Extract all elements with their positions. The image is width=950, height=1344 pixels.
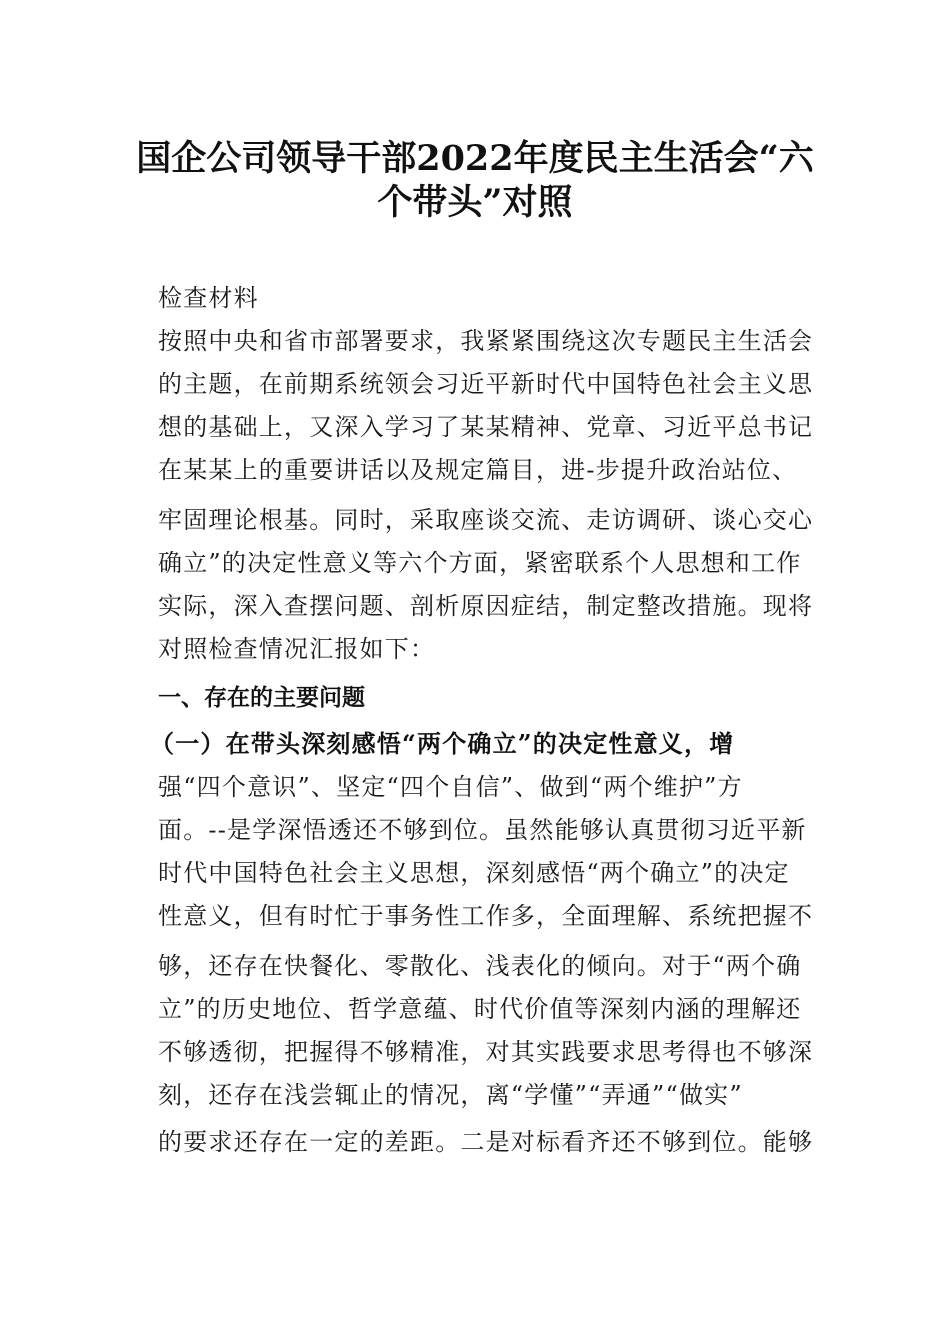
body-line: 立”的历史地位、哲学意蕴、时代价值等深刻内涵的理解还: [158, 995, 802, 1023]
intro-line: 确立”的决定性意义等六个方面，紧密联系个人思想和工作: [158, 549, 802, 577]
body-line: 的要求还存在一定的差距。二是对标看齐还不够到位。能够: [158, 1128, 814, 1156]
body-line: 时代中国特色社会主义思想，深刻感悟“两个确立”的决定: [158, 859, 790, 887]
body-line: 不够透彻，把握得不够精准，对其实践要求思考得也不够深: [158, 1038, 814, 1066]
intro-line: 想的基础上，又深入学习了某某精神、党章、习近平总书记: [158, 413, 814, 441]
document-subtitle: 检查材料: [158, 284, 259, 312]
section-heading: 一、存在的主要问题: [158, 685, 365, 711]
intro-line: 的主题，在前期系统领会习近平新时代中国特色社会主义思: [158, 370, 814, 398]
body-line: 性意义，但有时忙于事务性工作多，全面理解、系统把握不: [158, 902, 814, 930]
title-line-2: 个带头”对照: [377, 182, 573, 223]
intro-line: 按照中央和省市部署要求，我紧紧围绕这次专题民主生活会: [158, 327, 814, 355]
intro-line: 对照检查情况汇报如下：: [158, 635, 436, 663]
body-line: 刻，还存在浅尝辄止的情况，离“学懂”“弄通”“做实”: [158, 1081, 743, 1109]
intro-line: 在某某上的重要讲话以及规定篇目，进-步提升政治站位、: [158, 456, 798, 484]
body-line: 强“四个意识”、坚定“四个自信”、做到“两个维护”方: [158, 773, 743, 801]
body-line: 面。--是学深悟透还不够到位。虽然能够认真贯彻习近平新: [158, 816, 807, 844]
document-title: [80, 137, 870, 225]
intro-line: 牢固理论根基。同时，采取座谈交流、走访调研、谈心交心: [158, 506, 814, 534]
title-line-1: 国企公司领导干部2022年度民主生活会“六: [136, 138, 814, 179]
body-line: 够，还存在快餐化、零散化、浅表化的倾向。对于“两个确: [158, 952, 802, 980]
subsection-heading: （一）在带头深刻感悟“两个确立”的决定性意义，增: [150, 729, 735, 758]
intro-line: 实际，深入查摆问题、剖析原因症结，制定整改措施。现将: [158, 592, 814, 620]
